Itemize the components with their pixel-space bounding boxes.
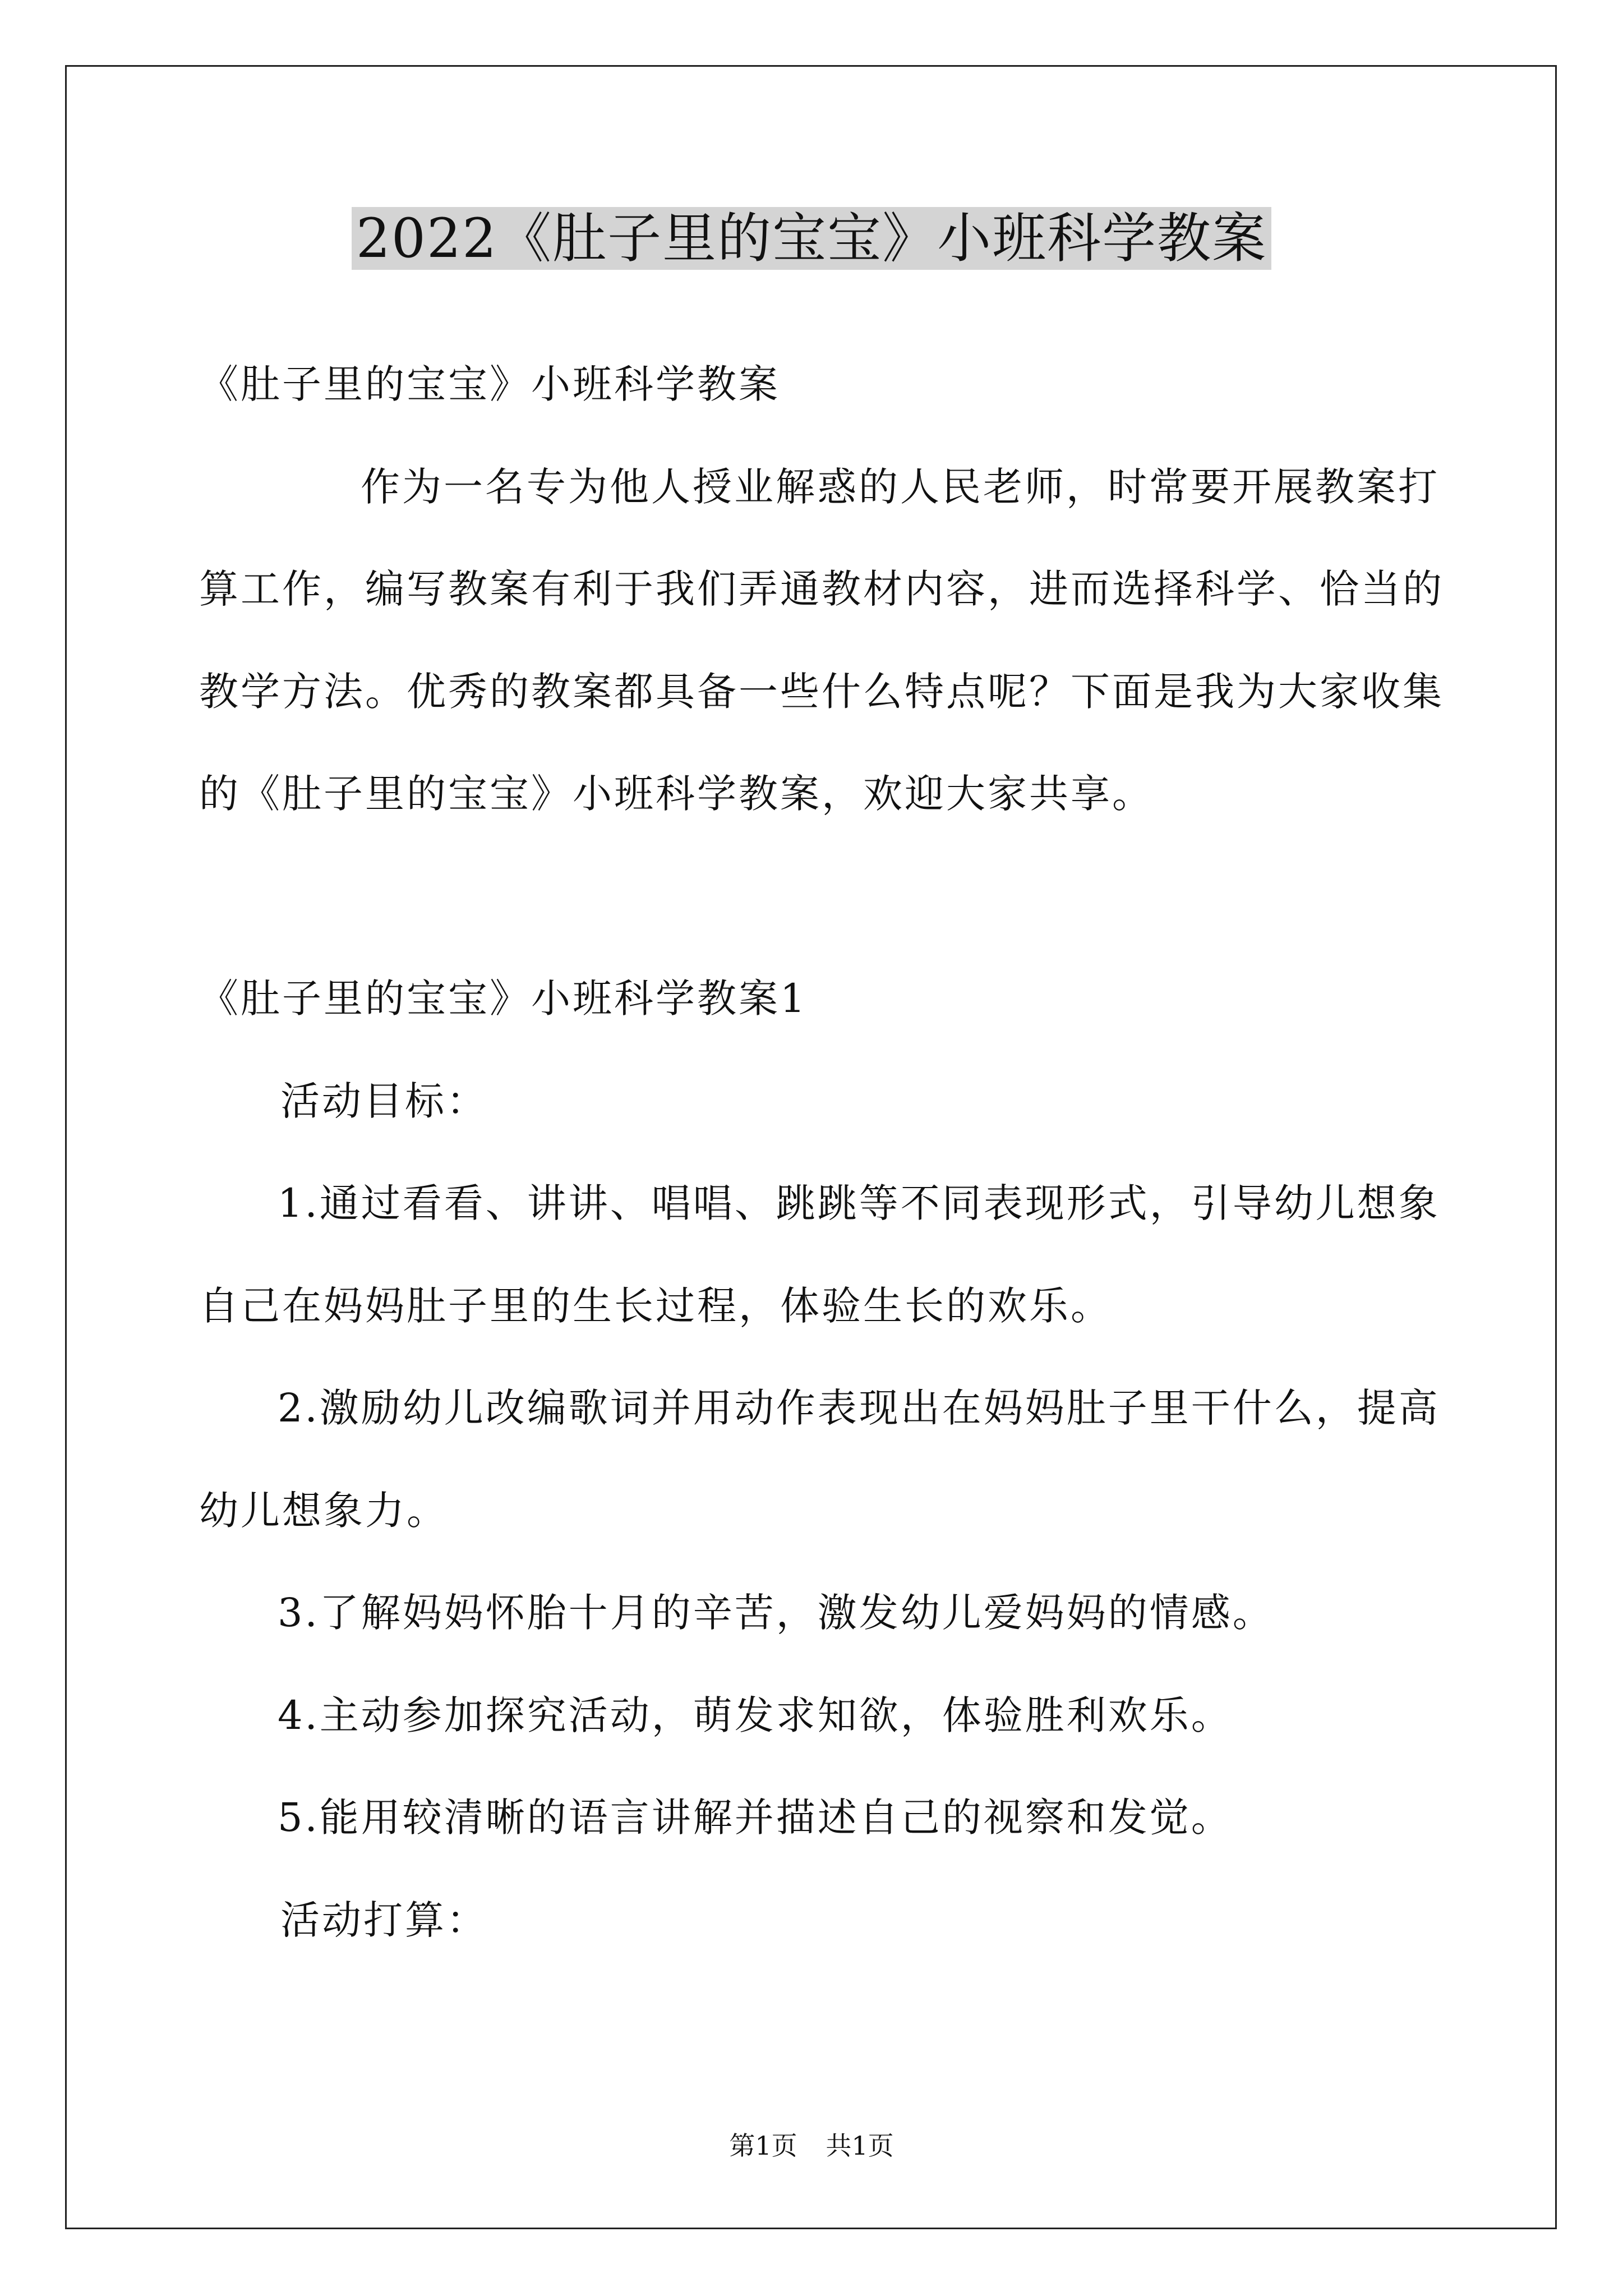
section-heading: 《肚子里的宝宝》小班科学教案1	[199, 976, 808, 1022]
page-total: 共1页	[826, 2131, 894, 2161]
paragraph-line: 教学方法。优秀的教案都具备一些什么特点呢？下面是我为大家收集	[199, 669, 1444, 715]
document-title-text: 2022《肚子里的宝宝》小班科学教案	[352, 207, 1271, 270]
list-item: 3.了解妈妈怀胎十月的辛苦，激发幼儿爱妈妈的情感。	[278, 1590, 1274, 1636]
paragraph-line: 作为一名专为他人授业解惑的人民老师，时常要开展教案打	[361, 464, 1440, 510]
document-title	[0, 199, 1623, 278]
paragraph-line: 算工作，编写教案有利于我们弄通教材内容，进而选择科学、恰当的	[199, 566, 1444, 612]
list-item: 1.通过看看、讲讲、唱唱、跳跳等不同表现形式，引导幼儿想象	[278, 1180, 1440, 1226]
page-footer	[0, 2129, 1623, 2162]
list-item-continuation: 幼儿想象力。	[199, 1488, 448, 1534]
list-item-continuation: 自己在妈妈肚子里的生长过程，体验生长的欢乐。	[199, 1283, 1112, 1329]
list-item: 5.能用较清晰的语言讲解并描述自己的视察和发觉。	[278, 1795, 1233, 1841]
list-item: 2.激励幼儿改编歌词并用动作表现出在妈妈肚子里干什么，提高	[278, 1385, 1440, 1431]
list-item: 4.主动参加探究活动，萌发求知欲，体验胜利欢乐。	[278, 1692, 1233, 1738]
label-goals: 活动目标：	[280, 1078, 488, 1124]
subtitle: 《肚子里的宝宝》小班科学教案	[199, 361, 780, 407]
label-preparation: 活动打算：	[280, 1897, 488, 1943]
paragraph-line: 的《肚子里的宝宝》小班科学教案，欢迎大家共享。	[199, 771, 1154, 817]
page-number: 第1页	[729, 2131, 797, 2161]
